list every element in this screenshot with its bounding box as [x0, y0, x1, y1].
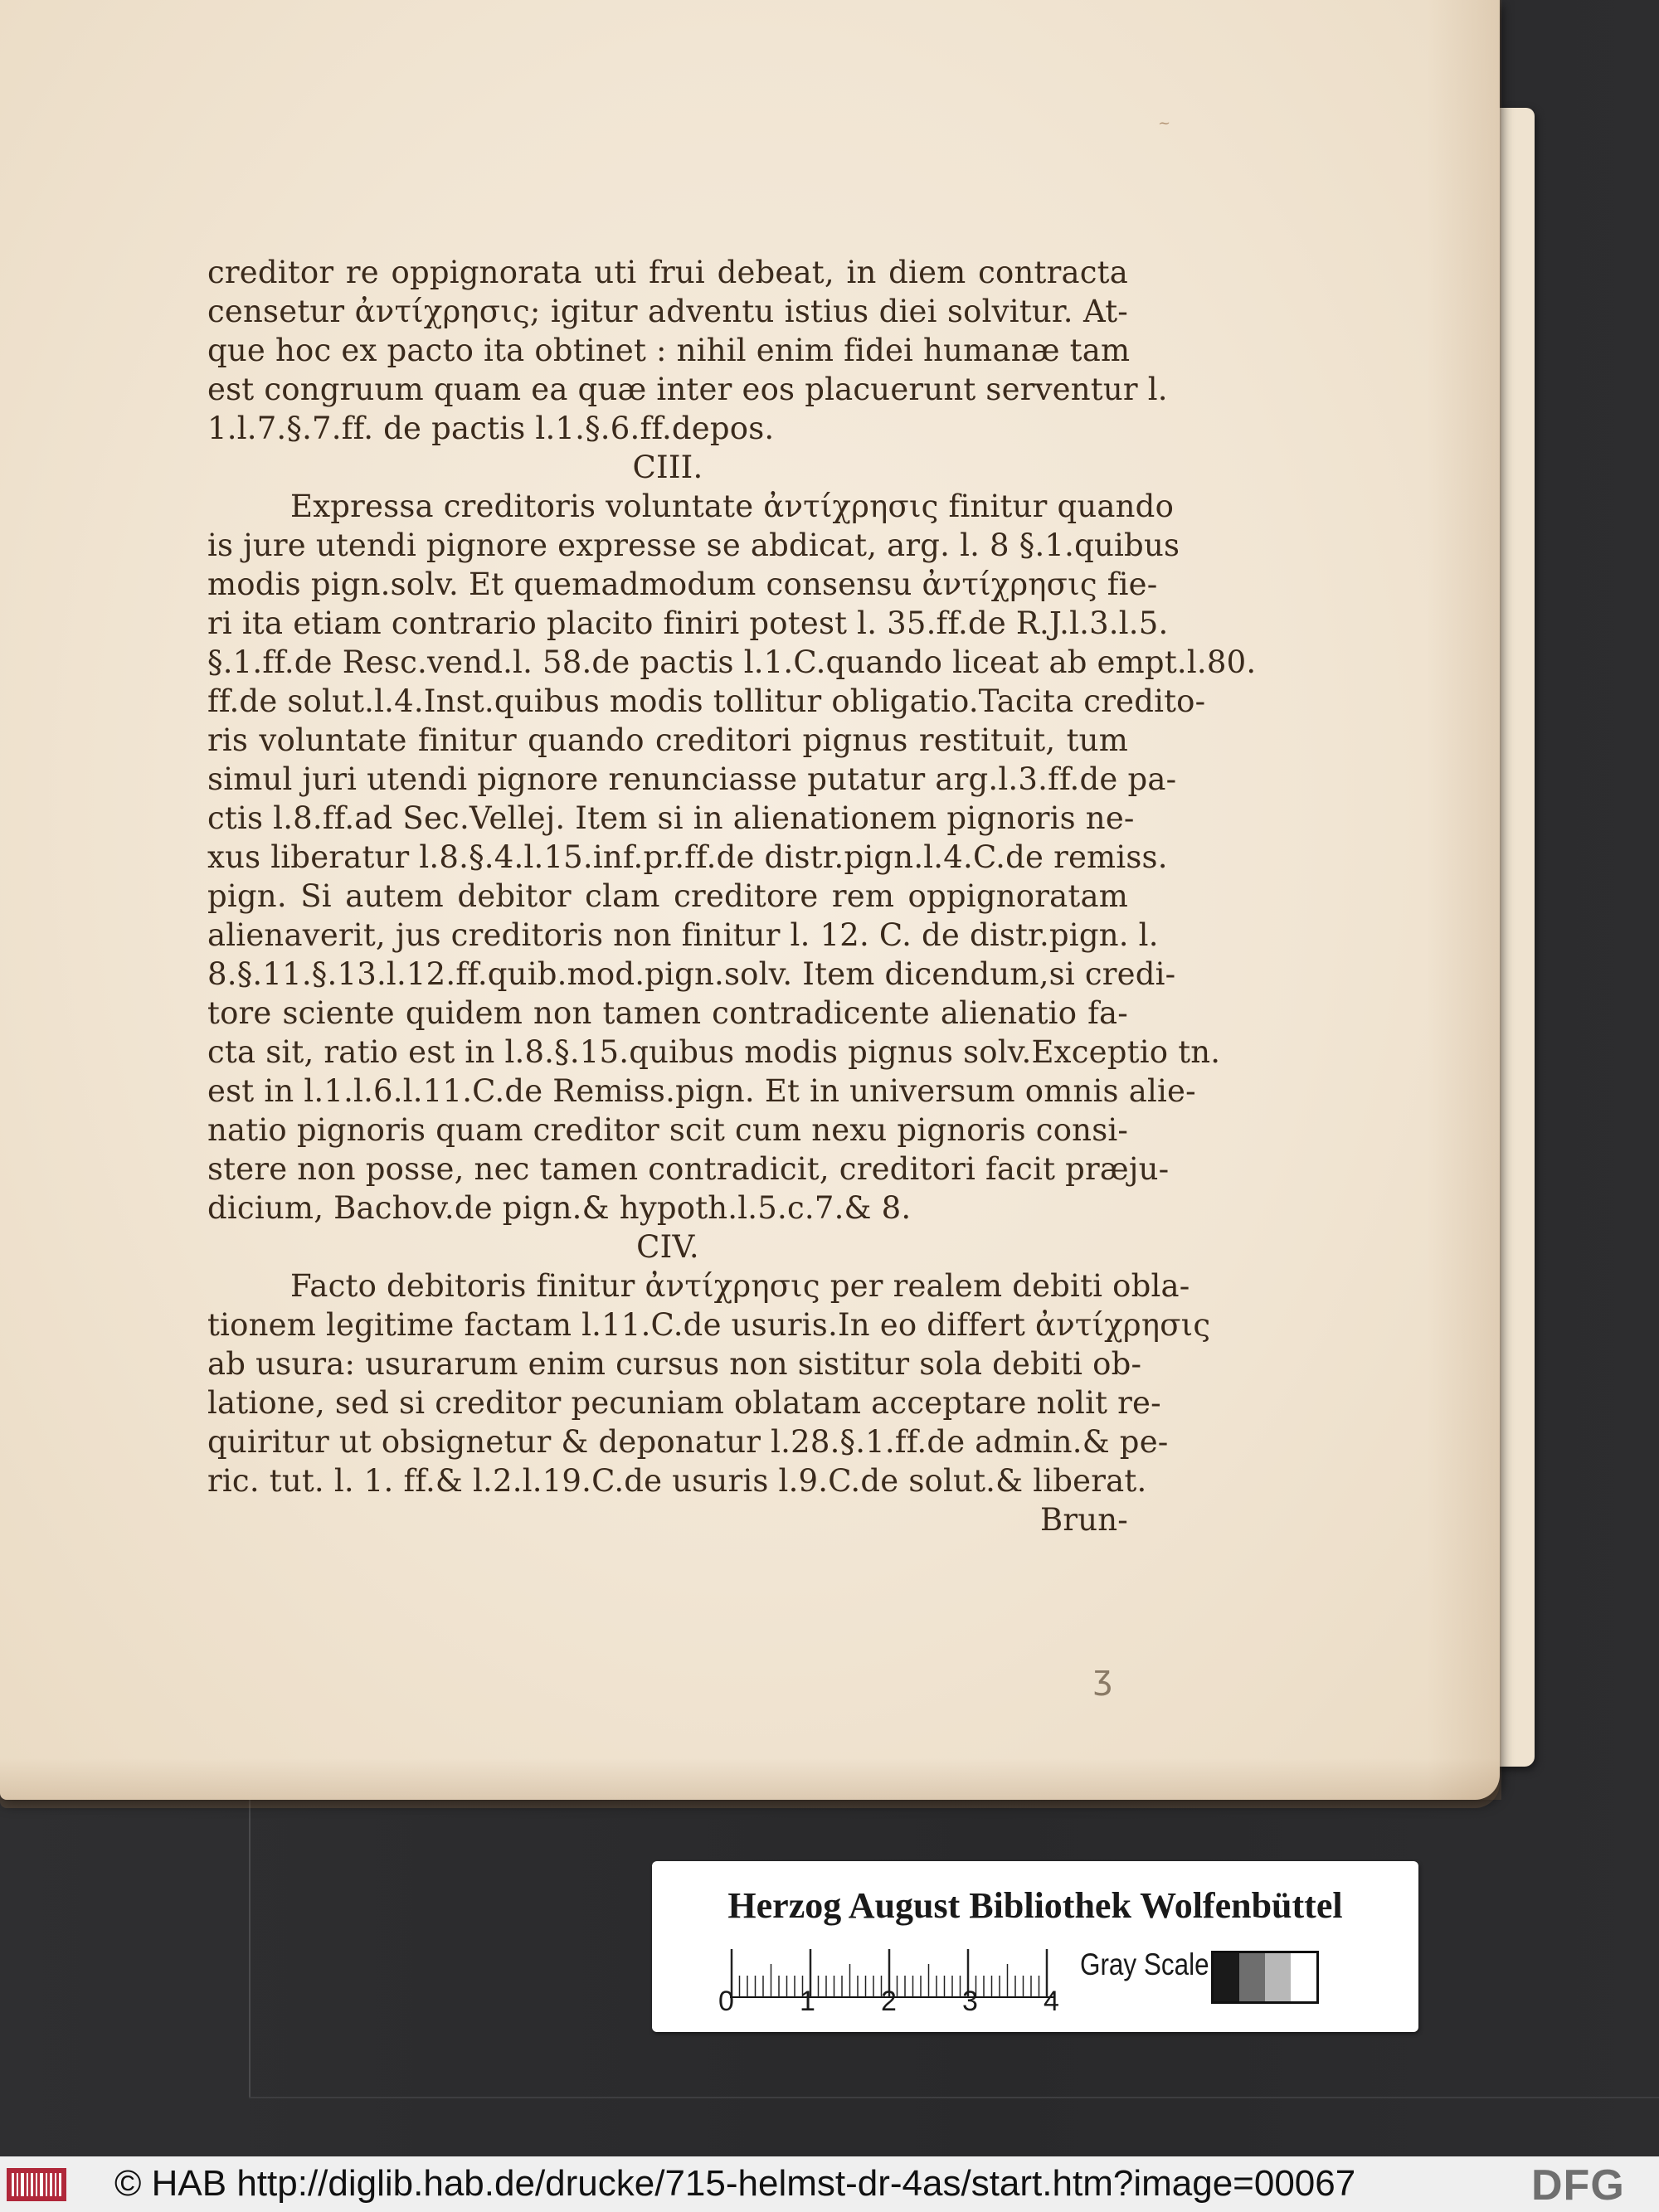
paper-mark: ~ [1158, 114, 1171, 132]
text-line: ctis l.8.ff.ad Sec.Vellej. Item si in alienationem pignoris ne- [207, 800, 1135, 836]
page-text [207, 253, 1257, 1539]
scan-guide-line [249, 2097, 1659, 2098]
ink-blot: ʒ [1093, 1659, 1113, 1697]
paragraph-cii-end [207, 253, 1168, 448]
text-line: ric. tut. l. 1. ff.& l.2.l.19.C.de usuris l.9.C.de solut.& liberat. [207, 1463, 1147, 1499]
text-line: latione, sed si creditor pecuniam oblatam acceptare nolit re- [207, 1385, 1161, 1421]
paragraph-ciii [207, 487, 1257, 1228]
ruler-number: 3 [962, 1986, 978, 2017]
text-line: Facto debitoris finitur ἀντίχρησις per realem debiti obla- [290, 1268, 1190, 1304]
ruler-number: 1 [800, 1986, 815, 2017]
section-heading-ciii: CIII. [632, 450, 703, 485]
dfg-logo: DFG [1531, 2161, 1625, 2210]
source-url[interactable]: © HAB http://diglib.hab.de/drucke/715-helmst-dr-4as/start.htm?image=00067 [114, 2163, 1356, 2204]
text-line: ri ita etiam contrario placito finiri potest l. 35.ff.de R.J.l.3.l.5. [207, 605, 1169, 641]
section-heading-civ: CIV. [636, 1229, 699, 1265]
text-line: 1.l.7.§.7.ff. de pactis l.1.§.6.ff.depos. [207, 411, 775, 446]
gray-scale-label: Gray Scale [1080, 1947, 1209, 1981]
text-line: simul juri utendi pignore renunciasse putatur arg.l.3.ff.de pa- [207, 761, 1177, 797]
gray-swatch [1265, 1953, 1291, 2001]
catchword: Brun- [1039, 1502, 1128, 1538]
ruler-number: 2 [881, 1986, 897, 2017]
paragraph-civ [207, 1266, 1211, 1500]
text-line: quiritur ut obsignetur & deponatur l.28.§.1.ff.de admin.& pe- [207, 1424, 1169, 1460]
text-line: 8.§.11.§.13.l.12.ff.quib.mod.pign.solv. Item dicendum,si credi- [207, 956, 1176, 992]
gray-swatch [1214, 1953, 1239, 2001]
ruler-number: 0 [718, 1986, 734, 2017]
footer-bar [0, 2156, 1659, 2212]
library-name: Herzog August Bibliothek Wolfenbüttel [727, 1885, 1343, 1926]
ruler-number: 4 [1044, 1986, 1059, 2017]
text-line: cta sit, ratio est in l.8.§.15.quibus modis pignus solv.Exceptio tn. [207, 1034, 1221, 1070]
text-line: ab usura: usurarum enim cursus non sistitur sola debiti ob- [207, 1346, 1142, 1382]
text-line: que hoc ex pacto ita obtinet : nihil enim fidei humanæ tam [207, 333, 1131, 368]
text-line: tore sciente quidem non tamen contradicente alienatio fa- [207, 995, 1128, 1031]
text-line: xus liberatur l.8.§.4.l.15.inf.pr.ff.de distr.pign.l.4.C.de remiss. [207, 839, 1168, 875]
text-line: ris voluntate finitur quando creditori pignus restituit, tum [207, 722, 1128, 758]
text-line: §.1.ff.de Resc.vend.l. 58.de pactis l.1.C.quando liceat ab empt.l.80. [207, 644, 1257, 680]
text-line: ff.de solut.l.4.Inst.quibus modis tollitur obligatio.Tacita credito- [207, 683, 1206, 719]
ruler-numbers [718, 1986, 1083, 2019]
text-line: creditor re oppignorata uti frui debeat, in diem contracta [207, 255, 1128, 290]
text-line: is jure utendi pignore expresse se abdicat, arg. l. 8 §.1.quibus [207, 527, 1180, 563]
text-line: alienaverit, jus creditoris non finitur l. 12. C. de distr.pign. l. [207, 917, 1159, 953]
text-line: est congruum quam ea quæ inter eos placuerunt serventur l. [207, 372, 1168, 407]
barcode-logo-icon [7, 2168, 66, 2201]
text-line: natio pignoris quam creditor scit cum nexu pignoris consi- [207, 1112, 1129, 1148]
text-line: censetur ἀντίχρησις; igitur adventu istius diei solvitur. At- [207, 294, 1128, 329]
text-line: stere non posse, nec tamen contradicit, creditori facit præju- [207, 1151, 1170, 1187]
text-line: Expressa creditoris voluntate ἀντίχρησις finitur quando [290, 489, 1175, 524]
text-line: tionem legitime factam l.11.C.de usuris.In eo differt ἀντίχρησις [207, 1307, 1211, 1343]
gray-scale-swatches [1211, 1951, 1319, 2004]
gray-swatch [1291, 1953, 1316, 2001]
scan-guide-line [249, 1783, 251, 2098]
text-line: pign. Si autem debitor clam creditore rem oppignoratam [207, 878, 1128, 914]
text-line: dicium, Bachov.de pign.& hypoth.l.5.c.7.& 8. [207, 1190, 912, 1226]
gray-swatch [1239, 1953, 1265, 2001]
text-line: est in l.1.l.6.l.11.C.de Remiss.pign. Et in universum omnis alie- [207, 1073, 1196, 1109]
text-line: modis pign.solv. Et quemadmodum consensu ἀντίχρησις fie- [207, 566, 1158, 602]
library-color-card [652, 1861, 1418, 2032]
